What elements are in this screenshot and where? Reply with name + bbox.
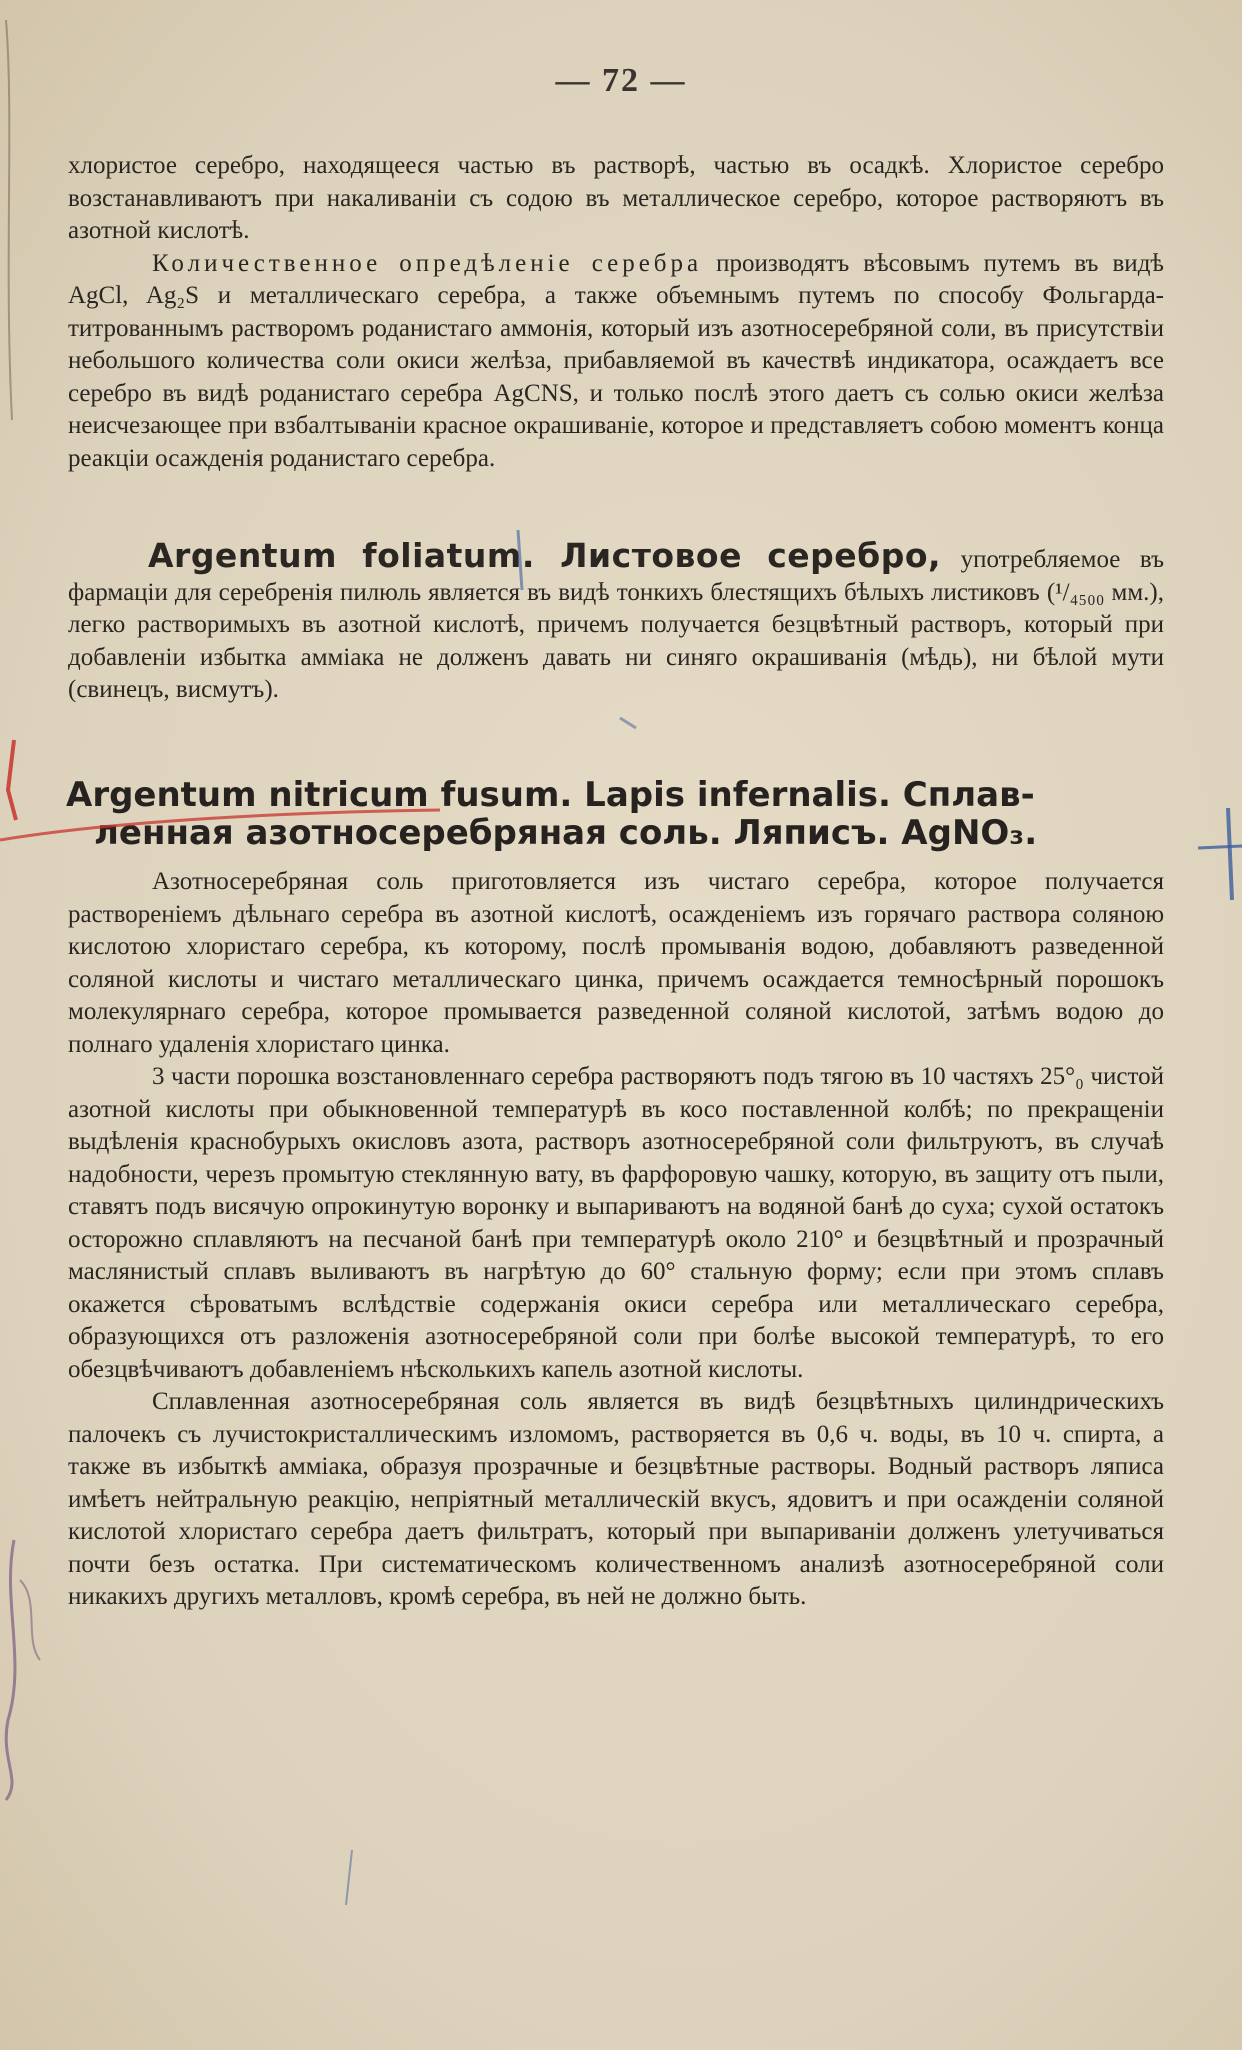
paragraph: 3 части порошка возстановленнаго серебра растворяютъ подъ тягою въ 10 частяхъ 25°₀ чистой азотной кислоты при обыкновенной температурѣ въ косо поставленной колбѣ; по прекращенiи выдѣленiя краснобурыхъ окисловъ азота, растворъ азотносеребряной соли фильтруютъ, въ случаѣ надобности, черезъ промытую стеклянную вату, въ фарфоровую чашку, которую, въ защиту отъ пыли, ставятъ подъ висячую опрокинутую воронку и выпариваютъ на водяной банѣ до суха; сухой остатокъ осторожно сплавляютъ на песчаной банѣ при температурѣ около 210° и безцвѣтный и прозрачный маслянистый сплавъ выливаютъ въ нагрѣтую до 60° стальную форму; если при этомъ сплавъ окажется сѣроватымъ вслѣдствiе содержанiя окиси серебра или металлическагo серебра, образующихся отъ разложенiя азотносеребряной соли при болѣе высокой температурѣ, то его обезцвѣчиваютъ добавленiемъ нѣсколькихъ капель азотной кислоты. xyxy=(68,1063,1164,1383)
text-block-argentum-foliatum xyxy=(68,536,1165,707)
purple-scribble-mark xyxy=(20,1580,40,1660)
paragraph xyxy=(68,248,1164,476)
purple-pencil-mark xyxy=(6,1540,15,1800)
paragraph xyxy=(68,536,1165,707)
spaced-lead: Количественное опредѣленiе серебра xyxy=(152,249,703,277)
paragraph: Азотносеребряная соль приготовляется изъ чистаго серебра, которое получается растворенiемъ дѣльнаго серебра въ азотной кислотѣ, осажденiемъ изъ горячаго раствора соляною кислотою хлористаго серебра, къ которому, послѣ промыванiя водою, добавляютъ разведенной соляной кислоты и чистаго металлическагo цинка, причемъ осаждается темносѣрный порошокъ молекулярнаго серебра, которое промывается разведенной соляной кислотой, затѣмъ водою до полнаго удаленiя хлористаго цинка. xyxy=(68,868,1164,1058)
text-block-silver-chloride xyxy=(68,150,1164,475)
article-heading: Argentum foliatum. Листовое серебро, xyxy=(148,536,942,575)
paragraph: хлористое серебро, находящееся частью въ растворѣ, частью въ осадкѣ. Хлористое серебро возстанавливаютъ при накаливанiи съ содою въ металлическое серебро, которое растворяютъ въ азотной кислотѣ. xyxy=(68,152,1164,244)
blue-cross-mark xyxy=(1198,846,1242,848)
page-number: — 72 — xyxy=(555,62,687,99)
paragraph-text: употребляемое въ фармацiи для серебренiя пилюль является въ видѣ тонкихъ блестящихъ бѣлыхъ листиковъ (¹/₄₅₀₀ мм.), легко растворимыхъ въ азотной кислотѣ, причемъ получается безцвѣтный растворъ, который при добавленiи избытка амміака не долженъ давать ни синяго окрашиванiя (мѣдь), ни бѣлой мути (свинецъ, висмутъ). xyxy=(68,546,1165,703)
blue-pencil-mark xyxy=(1228,808,1232,900)
section-title-line1: Argentum nitricum fusum. Lapis infernalis. Сплав- xyxy=(66,775,1035,815)
blue-tick-mark xyxy=(620,718,636,728)
text-block-argentum-nitricum xyxy=(68,866,1164,1614)
blue-stroke-mark-bottom xyxy=(346,1850,352,1905)
red-pencil-mark xyxy=(8,740,16,820)
section-title xyxy=(66,776,1166,852)
paragraph: Сплавленная азотносеребряная соль является въ видѣ безцвѣтныхъ цилиндрическихъ палочекъ съ лучистокристаллическимъ изломомъ, растворяется въ 0,6 ч. воды, въ 10 ч. спирта, а также въ избыткѣ амміака, образуя прозрачные и безцвѣтные растворы. Водный растворъ ляписа имѣетъ нейтральную реакцiю, непрiятный металлическiй вкусъ, ядовитъ и при осажденiи соляной кислотой хлористаго серебра даетъ фильтратъ, который при выпариванiи долженъ улетучиваться почти безъ остатка. При систематическомъ количественномъ анализѣ азотносеребряной соли никакихъ другихъ металловъ, кромѣ серебра, въ ней не должно быть. xyxy=(68,1388,1164,1610)
section-title-line2: ленная азотносеребряная соль. Ляписъ. AgNO₃. xyxy=(94,813,1038,853)
paragraph-text: производятъ вѣсовымъ путемъ въ видѣ AgCl, Ag₂S и металлическагo серебра, а также объемнымъ путемъ по способу Фольгарда-титрованнымъ растворомъ роданистаго аммонiя, который изъ азотносеребряной соли, въ присутствiи небольшого количества соли окиси желѣза, прибавляемой въ качествѣ индикатора, осаждаетъ все серебро въ видѣ роданистаго серебра AgCNS, и только послѣ этого даетъ съ солью окиси желѣза неисчезающее при взбалтыванiи красное окрашиванiе, которое и представляетъ собою моментъ конца реакцiи осажденiя роданистаго серебра. xyxy=(68,249,1164,472)
